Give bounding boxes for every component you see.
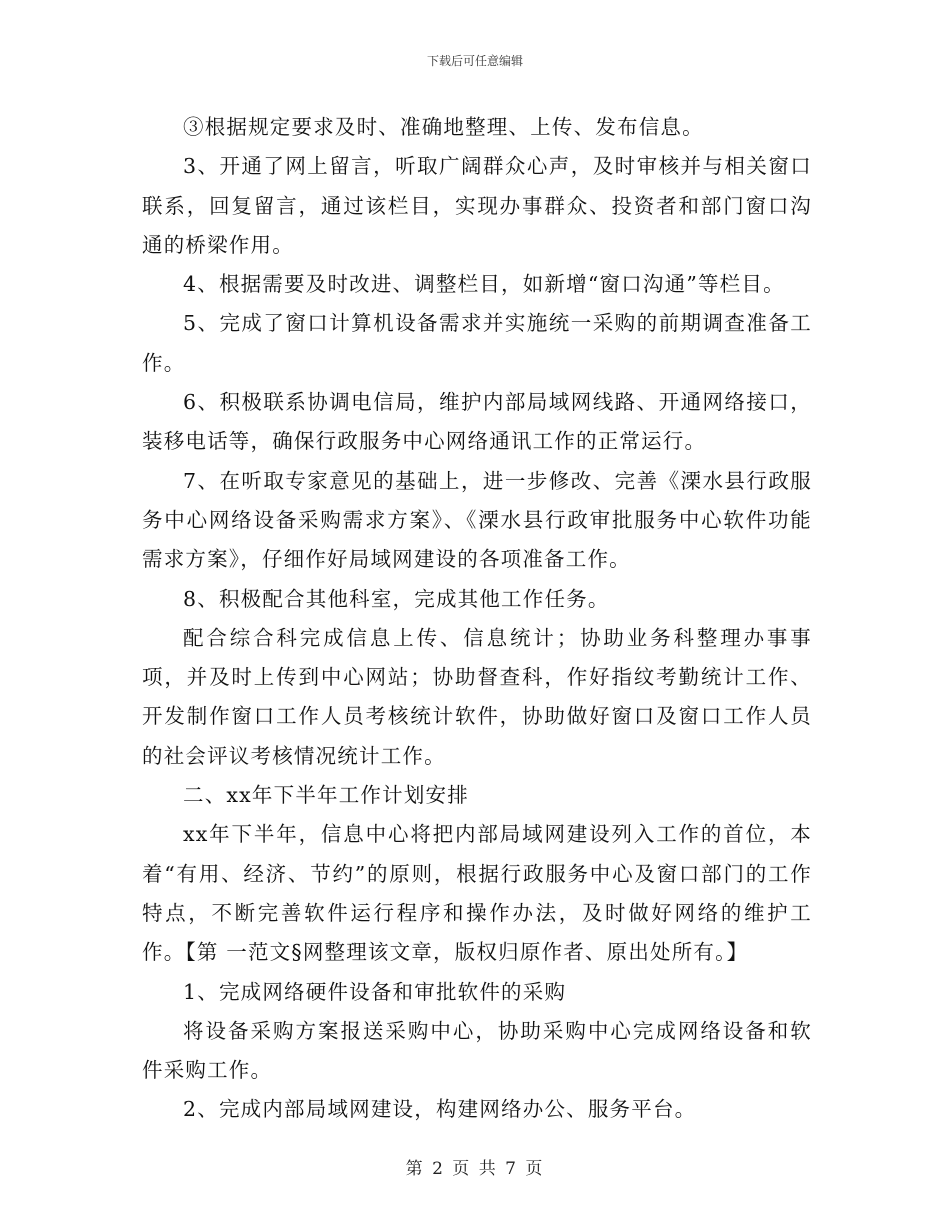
paragraph-cooperate-departments: 8、积极配合其他科室，完成其他工作任务。 — [183, 586, 610, 611]
paragraph-plan-overview: xx年下半年，信息中心将把内部局域网建设列入工作的首位，本着“有用、经济、节约”的原则，根据行政服务中心及窗口部门的工作特点，不断完善软件运行程序和操作办法，及时做好网络的维护工作。【第 一范文§网整理该文章，版权归原作者、原出处所有。】 — [142, 822, 812, 965]
document-body — [142, 108, 812, 1130]
paragraph-expert-opinion: 7、在听取专家意见的基础上，进一步修改、完善《溧水县行政服务中心网络设备采购需求方案》、《溧水县行政审批服务中心软件功能需求方案》，仔细作好局域网建设的各项准备工作。 — [142, 468, 812, 572]
paragraph-procurement: 将设备采购方案报送采购中心，协助采购中心完成网络设备和软件采购工作。 — [142, 1018, 812, 1083]
subheading-procurement: 1、完成网络硬件设备和审批软件的采购 — [183, 979, 567, 1004]
page-number: 第 2 页 共 7 页 — [405, 1159, 545, 1179]
section-heading-plan: 二、xx年下半年工作计划安排 — [183, 783, 469, 808]
paragraph-telecom-coordination: 6、积极联系协调电信局，维护内部局域网线路、开通网络接口，装移电话等，确保行政服务中心网络通讯工作的正常运行。 — [142, 390, 812, 454]
subheading-lan-construction: 2、完成内部局域网建设，构建网络办公、服务平台。 — [183, 1097, 697, 1122]
paragraph-online-message: 3、开通了网上留言，听取广阔群众心声，及时审核并与相关窗口联系，回复留言，通过该栏目，实现办事群众、投资者和部门窗口沟通的桥梁作用。 — [142, 154, 812, 257]
paragraph-cooperation-details: 配合综合科完成信息上传、信息统计；协助业务科整理办事事项，并及时上传到中心网站；协助督查科，作好指纹考勤统计工作、开发制作窗口工作人员考核统计软件，协助做好窗口及窗口工作人员的社会评议考核情况统计工作。 — [142, 625, 812, 768]
page-header: 下载后可任意编辑 — [426, 54, 523, 68]
paragraph-equipment-survey: 5、完成了窗口计算机设备需求并实施统一采购的前期调查准备工作。 — [142, 311, 812, 375]
paragraph-item-3: ③根据规定要求及时、准确地整理、上传、发布信息。 — [183, 115, 704, 139]
paragraph-adjust-columns: 4、根据需要及时改进、调整栏目，如新增“窗口沟通”等栏目。 — [183, 272, 785, 297]
